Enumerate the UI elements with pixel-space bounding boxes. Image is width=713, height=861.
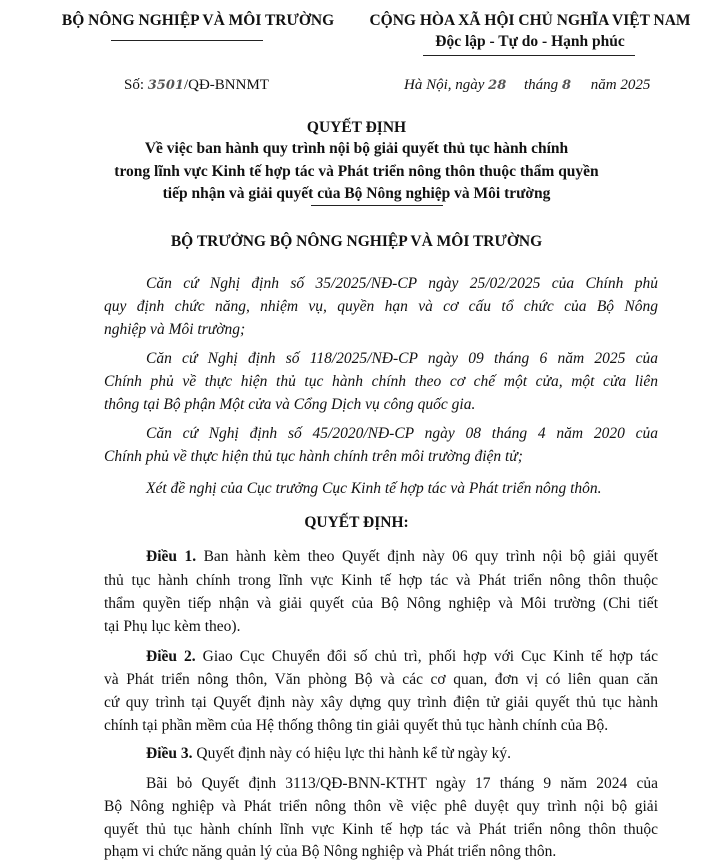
repeal-line: Bãi bỏ Quyết định 3113/QĐ-BNN-KTHT ngày 17 tháng 9 năm 2024 của bbox=[146, 775, 658, 792]
repeal-line: phạm vi chức năng quản lý của Bộ Nông nghiệp và Phát triển nông thôn. bbox=[104, 843, 557, 860]
date-month: 8 bbox=[561, 78, 571, 93]
agency-underline bbox=[111, 40, 263, 41]
preamble-line: Căn cứ Nghị định số 35/2025/NĐ-CP ngày 25/02/2025 của Chính phủ bbox=[146, 275, 658, 292]
number-label: Số: bbox=[124, 77, 145, 93]
article-1-line: thẩm quyền tiếp nhận và giải quyết của Bộ Nông nghiệp và Môi trường (Chi tiết bbox=[104, 595, 658, 612]
article-2-line: cứ quy trình tại Quyết định này xây dựng quy trình điện tử giải quyết thủ tục hành bbox=[104, 694, 658, 711]
preamble-line: Chính phủ về thực hiện thủ tục hành chính theo cơ chế một cửa, một cửa liên bbox=[104, 373, 658, 390]
title-line: Về việc ban hành quy trình nội bộ giải quyết thủ tục hành chính bbox=[144, 140, 569, 157]
article-1-line: thủ tục hành chính trong lĩnh vực Kinh tế hợp tác và Phát triển nông thôn thuộc bbox=[104, 572, 658, 589]
repeal-line: quyết thủ tục hành chính lĩnh vực Kinh tế hợp tác và Phát triển nông thôn thuộc bbox=[104, 821, 658, 838]
number-suffix: /QĐ-BNNMT bbox=[183, 77, 269, 93]
article-3-line bbox=[146, 745, 658, 763]
issuing-agency: BỘ NÔNG NGHIỆP VÀ MÔI TRƯỜNG bbox=[61, 12, 335, 29]
article-1-label: Điều 1. bbox=[146, 548, 197, 565]
article-2-text: Giao Cục Chuyển đổi số chủ trì, phối hợp với Cục Kinh tế hợp tác bbox=[195, 648, 659, 665]
national-title: CỘNG HÒA XÃ HỘI CHỦ NGHĨA VIỆT NAM bbox=[369, 12, 691, 29]
article-3-text: Quyết định này có hiệu lực thi hành kể từ ngày ký. bbox=[192, 745, 512, 762]
preamble-line: Căn cứ Nghị định số 45/2020/NĐ-CP ngày 08 tháng 4 năm 2020 của bbox=[146, 425, 658, 442]
national-motto: Độc lập - Tự do - Hạnh phúc bbox=[435, 33, 625, 50]
date-place: Hà Nội, ngày bbox=[404, 77, 485, 93]
date-year: năm 2025 bbox=[590, 77, 651, 93]
date-day: 28 bbox=[488, 78, 507, 93]
document-number bbox=[124, 77, 269, 94]
date-month-label: tháng bbox=[524, 77, 559, 93]
article-1-text: Ban hành kèm theo Quyết định này 06 quy trình nội bộ giải quyết bbox=[196, 548, 659, 565]
preamble-line: Chính phủ về thực hiện thủ tục hành chính trên môi trường điện tử; bbox=[104, 448, 523, 465]
preamble-line: quy định chức năng, nhiệm vụ, quyền hạn và cơ cấu tổ chức của Bộ Nông bbox=[104, 298, 658, 315]
article-2-line: và Phát triển nông thôn, Văn phòng Bộ và các cơ quan, đơn vị có liên quan căn bbox=[104, 671, 658, 688]
preamble-line: Xét đề nghị của Cục trưởng Cục Kinh tế hợp tác và Phát triển nông thôn. bbox=[146, 480, 602, 497]
authority-heading: BỘ TRƯỞNG BỘ NÔNG NGHIỆP VÀ MÔI TRƯỜNG bbox=[170, 233, 543, 250]
preamble-line: thông tại Bộ phận Một cửa và Cổng Dịch vụ công quốc gia. bbox=[104, 396, 476, 413]
article-1-line: tại Phụ lục kèm theo). bbox=[104, 618, 241, 635]
document-heading: QUYẾT ĐỊNH bbox=[306, 119, 407, 136]
number-value: 3501 bbox=[147, 78, 184, 93]
title-line: tiếp nhận và giải quyết của Bộ Nông nghiệp và Môi trường bbox=[162, 185, 551, 202]
repeal-line: Bộ Nông nghiệp và Phát triển nông thôn về việc phê duyệt quy trình nội bộ giải bbox=[104, 798, 658, 815]
article-2-line bbox=[146, 648, 658, 666]
preamble-line: Căn cứ Nghị định số 118/2025/NĐ-CP ngày 09 tháng 6 năm 2025 của bbox=[146, 350, 658, 367]
title-line: trong lĩnh vực Kinh tế hợp tác và Phát triển nông thôn thuộc thẩm quyền bbox=[114, 163, 599, 180]
article-2-label: Điều 2. bbox=[146, 648, 196, 665]
decision-heading: QUYẾT ĐỊNH: bbox=[304, 514, 409, 531]
motto-underline bbox=[423, 55, 635, 56]
article-2-line: chính tại phần mềm của Hệ thống thông tin giải quyết thủ tục hành chính của Bộ. bbox=[104, 717, 609, 734]
article-3-label: Điều 3. bbox=[146, 745, 193, 762]
article-1-line bbox=[146, 548, 658, 566]
document-date bbox=[404, 77, 650, 94]
preamble-line: nghiệp và Môi trường; bbox=[104, 321, 246, 338]
title-underline bbox=[311, 205, 443, 206]
